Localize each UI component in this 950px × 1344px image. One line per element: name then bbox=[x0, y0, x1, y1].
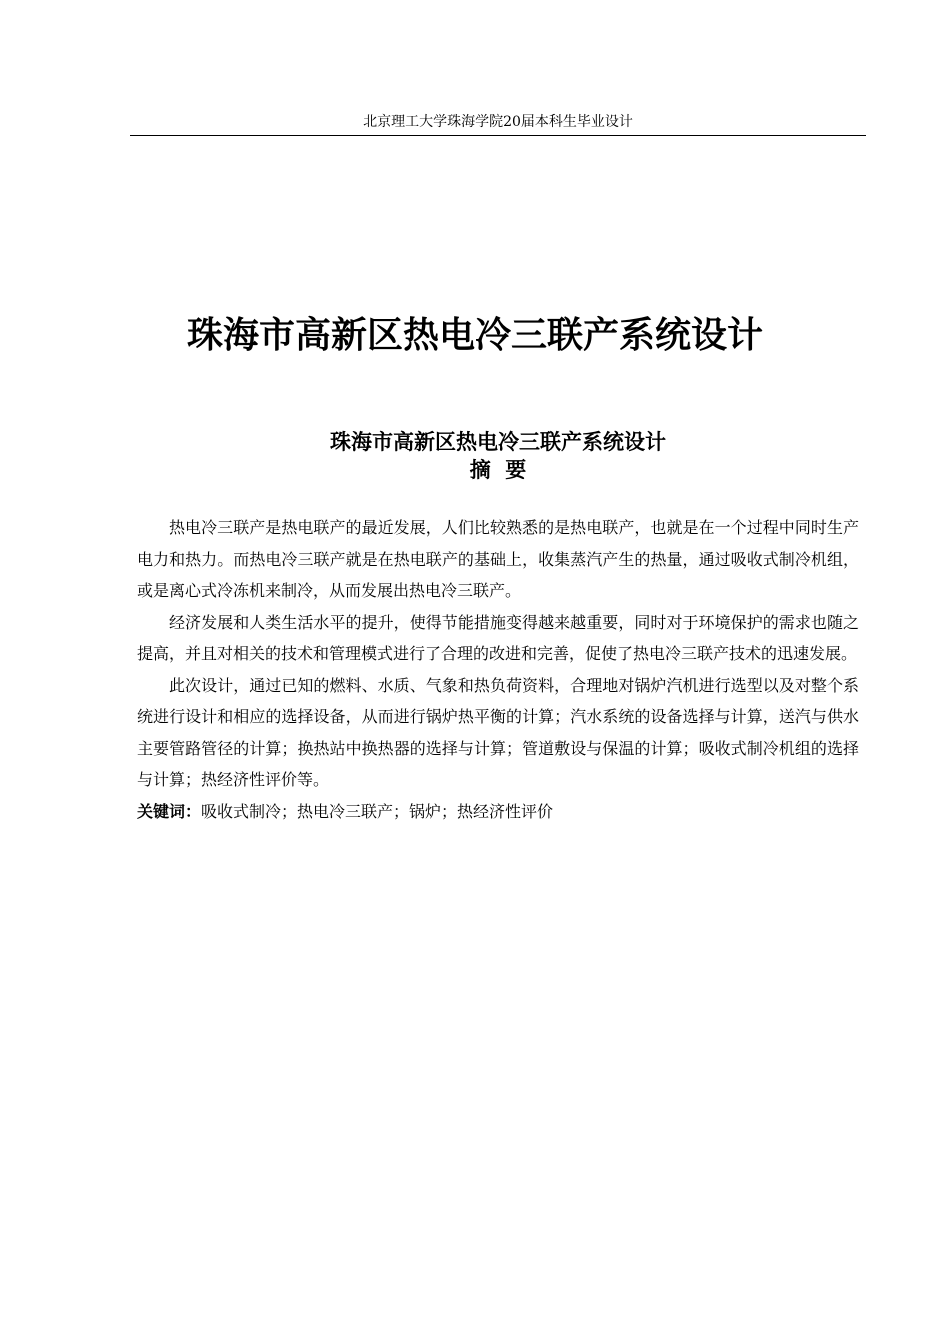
page-header bbox=[130, 113, 866, 136]
abstract-heading: 摘 要 bbox=[469, 458, 527, 482]
keywords-text: 吸收式制冷；热电冷三联产；锅炉；热经济性评价 bbox=[201, 801, 554, 821]
page-title: 珠海市高新区热电冷三联产系统设计 bbox=[186, 315, 763, 356]
keywords-line bbox=[137, 796, 859, 828]
header-text: 北京理工大学珠海学院20届本科生毕业设计 bbox=[363, 114, 633, 130]
abstract-paragraph: 此次设计，通过已知的燃料、水质、气象和热负荷资料，合理地对锅炉汽机进行选型以及对整个系统进行设计和相应的选择设备，从而进行锅炉热平衡的计算；汽水系统的设备选择与计算，送汽与供水主要管路管径的计算；换热站中换热器的选择与计算；管道敷设与保温的计算；吸收式制冷机组的选择与计算；热经济性评价等。 bbox=[137, 675, 859, 789]
abstract-paragraph: 热电冷三联产是热电联产的最近发展，人们比较熟悉的是热电联产，也就是在一个过程中同时生产电力和热力。而热电冷三联产就是在热电联产的基础上，收集蒸汽产生的热量，通过吸收式制冷机组，或是离心式冷冻机来制冷，从而发展出热电冷三联产。 bbox=[137, 518, 859, 600]
keywords-label: 关键词： bbox=[137, 801, 202, 821]
abstract-title: 珠海市高新区热电冷三联产系统设计 bbox=[330, 430, 666, 454]
abstract-body bbox=[137, 512, 859, 827]
abstract-paragraph: 经济发展和人类生活水平的提升，使得节能措施变得越来越重要，同时对于环境保护的需求也随之提高，并且对相关的技术和管理模式进行了合理的改进和完善，促使了热电冷三联产技术的迅速发展。 bbox=[137, 612, 859, 663]
